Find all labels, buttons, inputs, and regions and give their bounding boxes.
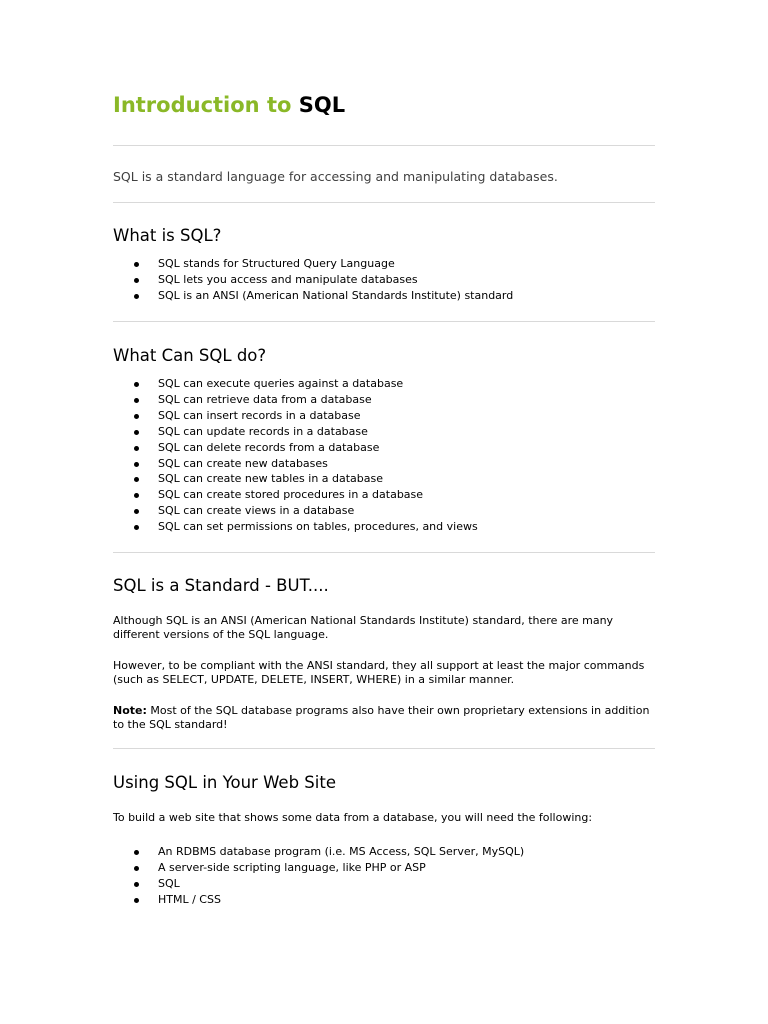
- what-can-sql-do-list: [113, 376, 478, 535]
- list-item-text: SQL can retrieve data from a database: [158, 392, 372, 406]
- divider: [113, 552, 655, 553]
- list-item-text: SQL can create views in a database: [158, 504, 355, 518]
- list-item: [113, 408, 478, 424]
- standard-paragraph-1: Although SQL is an ANSI (American National Standards Institute) standard, there are many different versions of the SQL language.: [113, 614, 614, 641]
- list-item-text: SQL stands for Structured Query Language: [158, 257, 395, 270]
- section-heading-what-can-sql-do: What Can SQL do?: [113, 346, 267, 365]
- divider: [113, 321, 655, 322]
- bullet-icon: [134, 278, 139, 283]
- list-item-text: SQL can update records in a database: [158, 424, 368, 438]
- list-item-text: SQL can create new tables in a database: [158, 472, 384, 486]
- page-title: [113, 91, 345, 119]
- list-item-text: SQL can set permissions on tables, procedures, and views: [158, 520, 478, 534]
- list-item: [113, 892, 524, 908]
- list-item: [113, 503, 478, 519]
- list-item-text: HTML / CSS: [158, 892, 221, 906]
- list-item-text: SQL is an ANSI (American National Standards Institute) standard: [158, 288, 514, 302]
- section-heading-what-is-sql: What is SQL?: [113, 226, 222, 245]
- list-item-text: SQL: [158, 876, 180, 890]
- bullet-icon: [134, 850, 139, 855]
- list-item: [113, 424, 478, 440]
- note-paragraph: [113, 704, 658, 731]
- list-item: [113, 876, 524, 892]
- bullet-icon: [134, 493, 139, 498]
- divider: [113, 748, 655, 749]
- standard-paragraph-2: However, to be compliant with the ANSI standard, they all support at least the major commands (such as SELECT, UPDATE, DELETE, INSERT, WHERE) in a similar manner.: [113, 659, 645, 686]
- list-item: [113, 440, 478, 456]
- list-item: [113, 471, 478, 487]
- list-item-text: SQL can create stored procedures in a database: [158, 488, 424, 502]
- list-item-text: An RDBMS database program (i.e. MS Access, SQL Server, MySQL): [158, 845, 525, 858]
- list-item: [113, 519, 478, 535]
- section-heading-sql-standard: SQL is a Standard - BUT....: [113, 576, 329, 595]
- list-item: [113, 392, 478, 408]
- bullet-icon: [134, 430, 139, 435]
- bullet-icon: [134, 509, 139, 514]
- list-item-text: SQL can execute queries against a database: [158, 377, 404, 390]
- bullet-icon: [134, 882, 139, 887]
- bullet-icon: [134, 382, 139, 387]
- title-accent: Introduction to: [113, 93, 292, 117]
- list-item: [113, 272, 513, 288]
- list-item-text: SQL can insert records in a database: [158, 408, 361, 422]
- list-item: [113, 860, 524, 876]
- bullet-icon: [134, 866, 139, 871]
- bullet-icon: [134, 477, 139, 482]
- list-item: [113, 487, 478, 503]
- bullet-icon: [134, 414, 139, 419]
- note-text: Most of the SQL database programs also have their own proprietary extensions in addition to the SQL standard!: [113, 704, 650, 731]
- website-requirements-list: [113, 844, 524, 908]
- bullet-icon: [134, 525, 139, 530]
- divider: [113, 145, 655, 146]
- what-is-sql-list: [113, 256, 513, 304]
- bullet-icon: [134, 294, 139, 299]
- intro-text: SQL is a standard language for accessing and manipulating databases.: [113, 169, 558, 184]
- list-item: [113, 256, 513, 272]
- bullet-icon: [134, 898, 139, 903]
- list-item-text: SQL can delete records from a database: [158, 440, 380, 454]
- list-item-text: A server-side scripting language, like PHP or ASP: [158, 860, 426, 874]
- list-item: [113, 376, 478, 392]
- list-item-text: SQL lets you access and manipulate databases: [158, 272, 418, 286]
- list-item: [113, 844, 524, 860]
- bullet-icon: [134, 446, 139, 451]
- list-item: [113, 288, 513, 304]
- list-item: [113, 456, 478, 472]
- bullet-icon: [134, 262, 139, 267]
- bullet-icon: [134, 398, 139, 403]
- bullet-icon: [134, 462, 139, 467]
- note-label: Note:: [113, 704, 147, 717]
- website-paragraph: To build a web site that shows some data from a database, you will need the following:: [113, 811, 593, 824]
- section-heading-using-sql-web-site: Using SQL in Your Web Site: [113, 773, 336, 792]
- title-plain: SQL: [298, 93, 346, 117]
- list-item-text: SQL can create new databases: [158, 456, 328, 470]
- divider: [113, 202, 655, 203]
